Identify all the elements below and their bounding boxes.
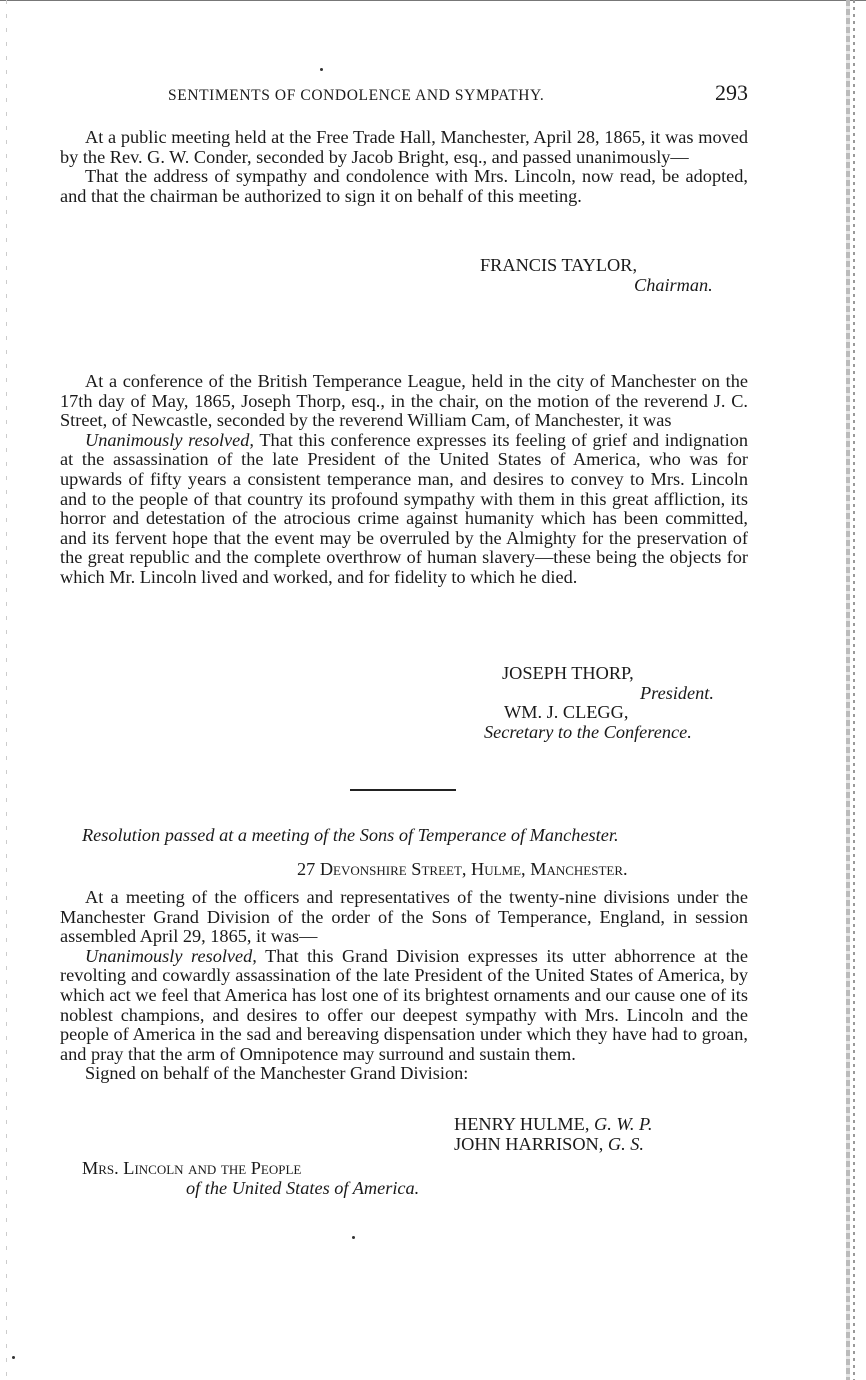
signer-name: WM. J. CLEGG,: [504, 702, 629, 723]
resolved-label: Unanimously resolved,: [85, 429, 254, 450]
signer-name: JOSEPH THORP,: [502, 663, 634, 683]
scan-edge-top: [0, 0, 866, 1]
speck: [352, 1236, 355, 1239]
signer-name: HENRY HULME,: [454, 1114, 590, 1134]
page-number: 293: [715, 80, 748, 105]
signer-title: G. W. P.: [594, 1114, 653, 1134]
paragraph-address: That the address of sympathy and condolence with Mrs. Lincoln, now read, be adopted, and that the chairman be authorized to sign it on behalf of this meeting.: [60, 166, 748, 206]
paragraph-meeting: At a meeting of the officers and representatives of the twenty-nine divisions under the Manchester Grand Division of the order of the Sons of Temperance, England, in session assembled April 29, 1865, it was—: [60, 887, 748, 947]
running-title: SENTIMENTS OF CONDOLENCE AND SYMPATHY.: [168, 87, 545, 104]
signer-line: [60, 1135, 748, 1155]
scan-edge-left: [6, 0, 7, 1380]
resolution-text: That this Grand Division expresses its utter abhorrence at the revolting and cowardly assassination of the late President of the United States of America, by which act we feel that America has lost one of its brightest ornaments and our cause one of its noblest champions, and desires to offer our deepest sympathy with Mrs. Lincoln and the people of America in the sad and bereaving dispensation under which they have had to groan, and pray that the arm of Omnipotence may surround and sustain them.: [60, 945, 748, 1064]
signer-title: President.: [640, 682, 714, 703]
address: 27 Devonshire Street, Hulme, Manchester.: [297, 859, 628, 879]
speck: [12, 1356, 15, 1359]
signature-hulme-harrison: [60, 1115, 748, 1154]
resolved-label: Unanimously resolved,: [85, 945, 257, 966]
paragraph-resolution: [60, 431, 748, 588]
signer-title: G. S.: [607, 1133, 644, 1154]
addressee-line: Mrs. Lincoln and the People: [82, 1158, 302, 1178]
sons-body: [60, 888, 748, 1084]
signer-name: JOHN HARRISON,: [454, 1133, 604, 1154]
paragraph-conference: At a conference of the British Temperance League, held in the city of Manchester on the 17th day of May, 1865, Joseph Thorp, esq., in the chair, on the motion of the reverend J. C. Street, of Newcastle, seconded by the reverend William Cam, of Manchester, it was: [60, 371, 748, 431]
paragraph-resolution: [60, 947, 748, 1065]
speck: [320, 68, 323, 71]
section-temperance-league: [60, 372, 748, 588]
signer-line: [60, 1115, 748, 1135]
address-line: [60, 860, 748, 880]
signer-title: Chairman.: [634, 274, 713, 295]
paragraph-signed: Signed on behalf of the Manchester Grand Division:: [85, 1063, 469, 1084]
scan-edge-right: [846, 0, 850, 1380]
signature-thorp-clegg: [60, 664, 748, 742]
paragraph-meeting: At a public meeting held at the Free Trade Hall, Manchester, April 28, 1865, it was moved by the Rev. G. W. Conder, seconded by Jacob Bright, esq., and passed unanimously—: [60, 127, 748, 167]
signature-taylor: [60, 256, 748, 295]
section-sons-of-temperance: [60, 826, 748, 846]
addressee: [60, 1159, 748, 1198]
scan-edge-right-inner: [853, 0, 855, 1380]
resolution-text: That this conference expresses its feeling of grief and indignation at the assassination of the late President of the United States of America, who was for upwards of fifty years a consistent temperance man, and desires to convey to Mrs. Lincoln and to the people of that country its profound sympathy with them in this great affliction, its horror and detestation of the atrocious crime against humanity which has been committed, and its fervent hope that the event may be overruled by the Almighty for the preservation of the great republic and the complete overthrow of human slavery—these being the objects for which Mr. Lincoln lived and worked, and for fidelity to which he died.: [60, 429, 748, 587]
signer-title: Secretary to the Conference.: [484, 721, 692, 742]
section-free-trade-hall: [60, 128, 748, 206]
addressee-line: of the United States of America.: [186, 1177, 420, 1198]
page-header: [60, 80, 748, 110]
section-heading: Resolution passed at a meeting of the Sons of Temperance of Manchester.: [82, 825, 619, 845]
signer-name: FRANCIS TAYLOR,: [480, 255, 638, 275]
section-divider: [350, 789, 456, 791]
